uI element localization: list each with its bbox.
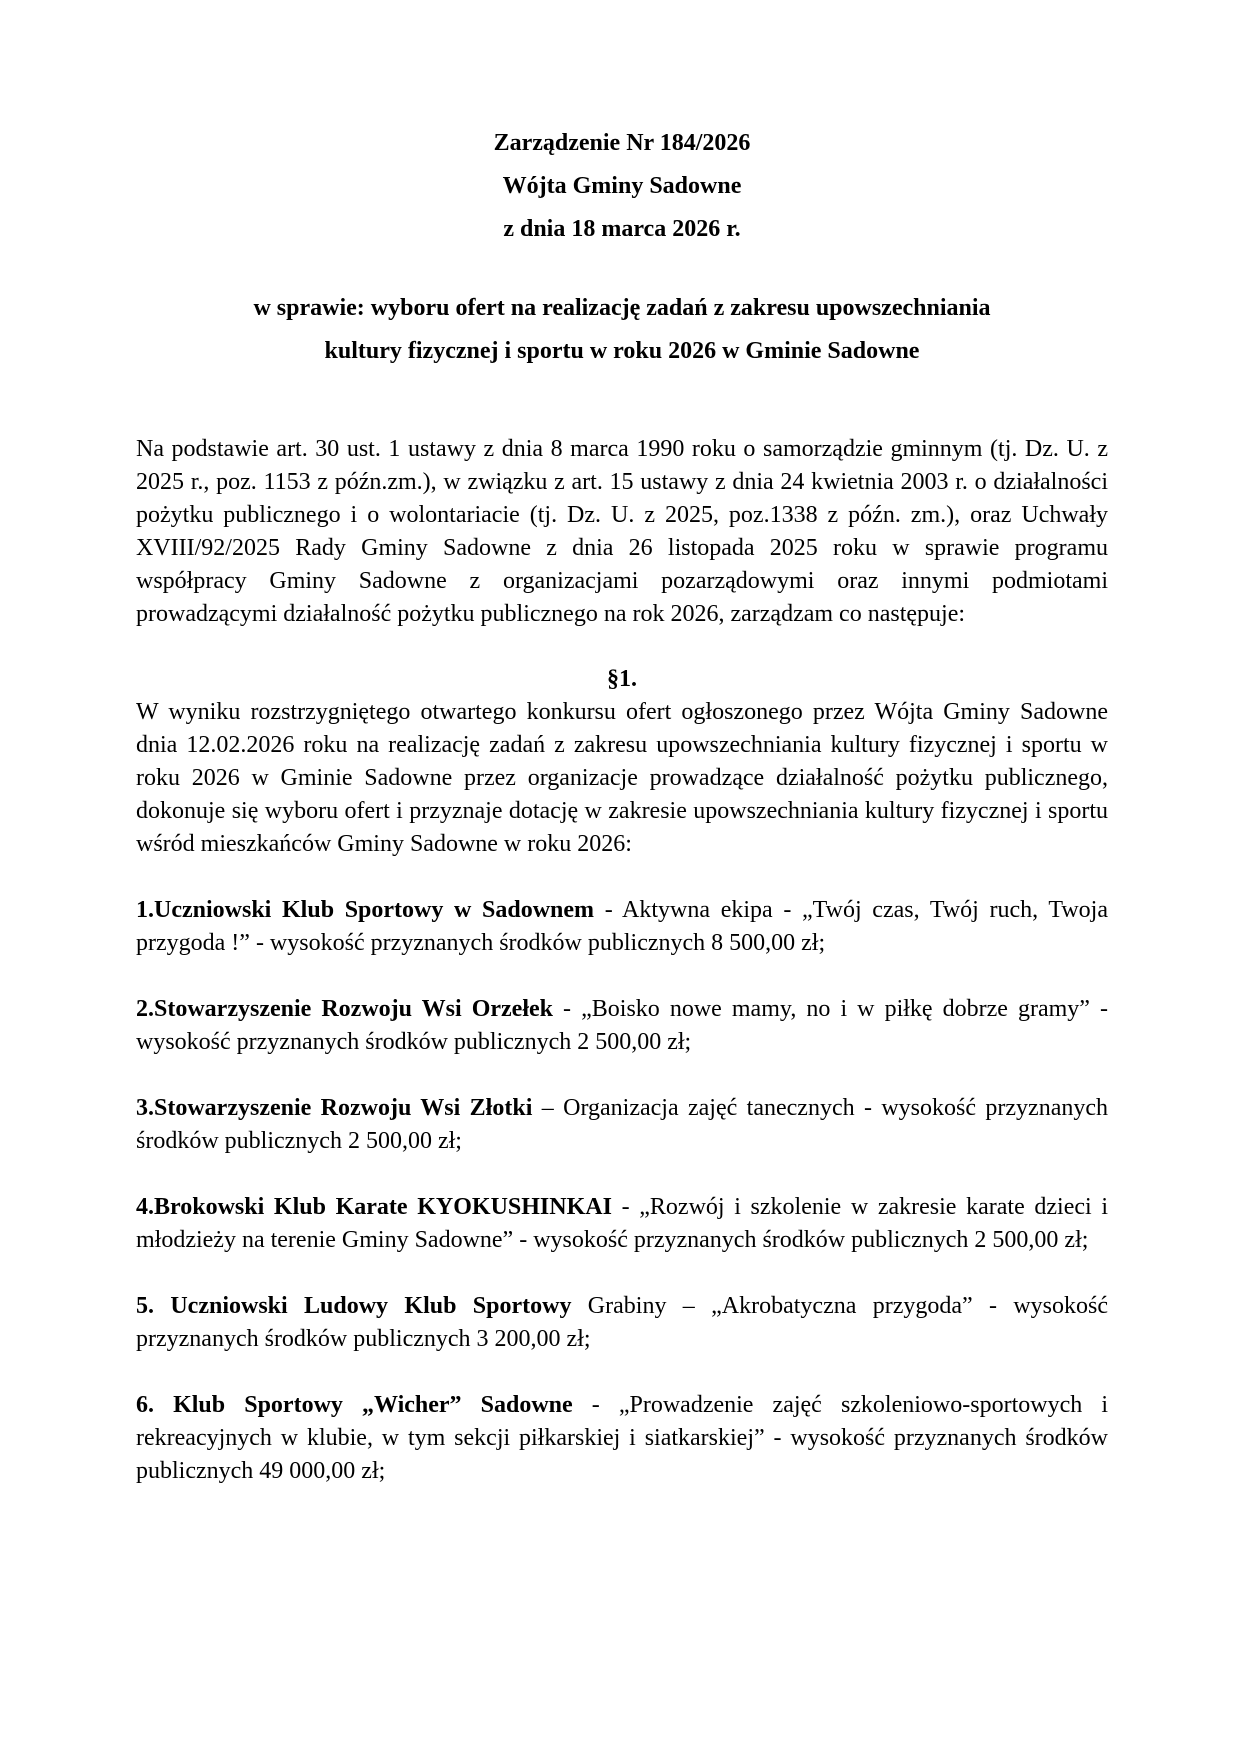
section-1-paragraph: W wyniku rozstrzygniętego otwartego konkursu ofert ogłoszonego przez Wójta Gminy Sadowne dnia 12.02.2026 roku na realizację zadań z zakresu upowszechniania kultury fizycznej i sportu w roku 2026 w Gminie Sadowne przez organizacje prowadzące działalność pożytku publicznego, dokonuje się wyboru ofert i przyznaje dotację w zakresie upowszechniania kultury fizycznej i sportu wśród mieszkańców Gminy Sadowne w roku 2026:	[136, 699, 1108, 857]
grant-item-5-org-name: 5. Uczniowski Ludowy Klub Sportowy	[136, 1293, 572, 1319]
legal-basis-paragraph: Na podstawie art. 30 ust. 1 ustawy z dnia 8 marca 1990 roku o samorządzie gminnym (tj. Dz. U. z 2025 r., poz. 1153 z późn.zm.), w związku z art. 15 ustawy z dnia 24 kwietnia 2003 r. o działalności pożytku publicznego i o wolontariacie (tj. Dz. U. z 2025, poz.1338 z późn. zm.), oraz Uchwały XVIII/92/2025 Rady Gminy Sadowne z dnia 26 listopada 2025 roku w sprawie programu współpracy Gminy Sadowne z organizacjami pozarządowymi oraz innymi podmiotami prowadzącymi działalność pożytku publicznego na rok 2026, zarządzam co następuje:	[136, 436, 1108, 627]
grant-item-2-org-name: 2.Stowarzyszenie Rozwoju Wsi Orzełek	[136, 996, 553, 1022]
grant-item-6-details: - „Prowadzenie zajęć szkoleniowo-sportowych i rekreacyjnych w klubie, w tym sekcji piłkarskiej i siatkarskiej” - wysokość przyznanych środków publicznych 49 000,00 zł;	[136, 1392, 1108, 1484]
grant-item-3-org-name: 3.Stowarzyszenie Rozwoju Wsi Złotki	[136, 1095, 533, 1121]
subject-line-1: w sprawie: wyboru ofert na realizację zadań z zakresu upowszechniania	[253, 295, 991, 321]
grant-item-6	[136, 1389, 1108, 1488]
grant-item-4-details: - „Rozwój i szkolenie w zakresie karate dzieci i młodzieży na terenie Gminy Sadowne” - wysokość przyznanych środków publicznych 2 500,00 zł;	[136, 1194, 1109, 1253]
grant-item-6-org-name: 6. Klub Sportowy „Wicher” Sadowne	[136, 1392, 573, 1418]
ordinance-number-line: Zarządzenie Nr 184/2026	[493, 130, 751, 156]
grant-item-1-details: - Aktywna ekipa - „Twój czas, Twój ruch, Twoja przygoda !” - wysokość przyznanych środków publicznych 8 500,00 zł;	[136, 897, 1108, 956]
grant-item-4	[136, 1191, 1108, 1257]
subject-line-2: kultury fizycznej i sportu w roku 2026 w Gminie Sadowne	[324, 338, 920, 364]
grant-item-4-org-name: 4.Brokowski Klub Karate KYOKUSHINKAI	[136, 1194, 612, 1220]
grant-item-2	[136, 993, 1108, 1059]
subject-block	[136, 287, 1108, 373]
date-line: z dnia 18 marca 2026 r.	[503, 216, 741, 242]
grant-item-3	[136, 1092, 1108, 1158]
grant-item-1-org-name: 1.Uczniowski Klub Sportowy w Sadownem	[136, 897, 595, 923]
grant-item-5-details: Grabiny – „Akrobatyczna przygoda” - wysokość przyznanych środków publicznych 3 200,00 zł;	[136, 1293, 1109, 1352]
grant-item-5	[136, 1290, 1108, 1356]
grant-item-1	[136, 894, 1108, 960]
grant-item-3-details: – Organizacja zajęć tanecznych - wysokość przyznanych środków publicznych 2 500,00 zł;	[136, 1095, 1109, 1154]
issuer-line: Wójta Gminy Sadowne	[502, 173, 742, 199]
section-1-heading: §1.	[607, 666, 637, 692]
document-header	[136, 122, 1108, 373]
grant-item-2-details: - „Boisko nowe mamy, no i w piłkę dobrze gramy” - wysokość przyznanych środków publicznych 2 500,00 zł;	[136, 996, 1108, 1055]
